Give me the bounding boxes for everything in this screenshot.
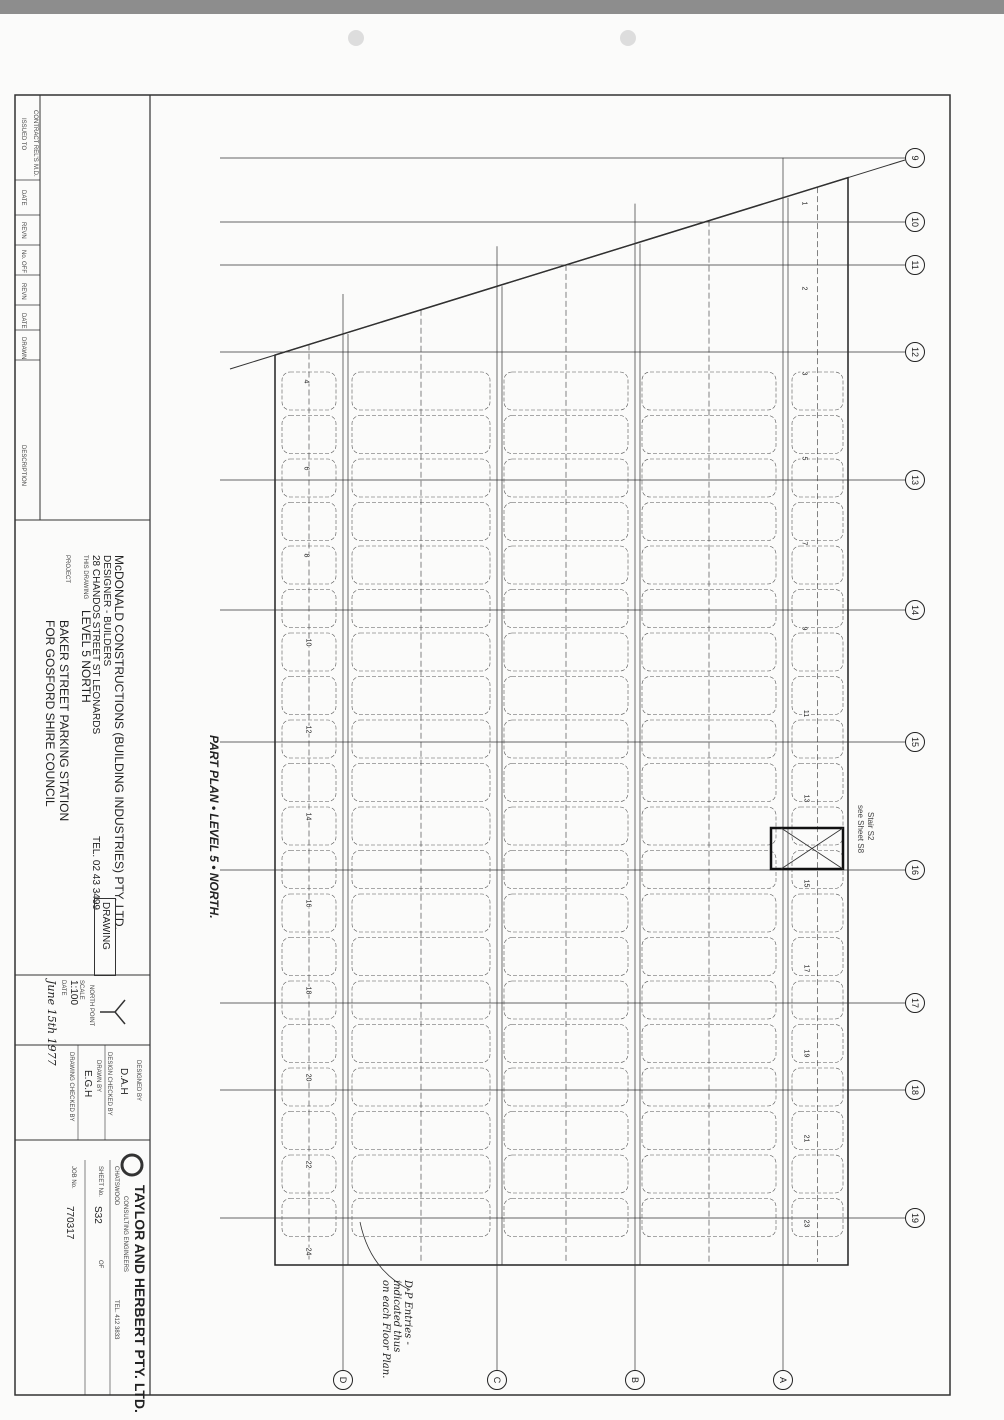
grid-row-marker-17: 17	[905, 993, 925, 1013]
grid-col-marker-B: B	[625, 1370, 645, 1390]
company-subtitle: DESIGNER - BUILDERS	[101, 555, 112, 667]
bay-number: 8	[302, 553, 310, 558]
company-address: 28 CHANDOS STREET ST LEONARDS	[90, 555, 101, 735]
bay-number: 16	[304, 899, 312, 908]
drawing-stamp	[94, 898, 116, 976]
engineer-tel: TEL. 412 3833	[113, 1300, 119, 1340]
bay-number: 6	[302, 466, 310, 471]
north-arrow-icon	[100, 1000, 125, 1024]
dp-note-3: on each Floor Plan.	[380, 1280, 391, 1379]
designed-by-label: DESIGNED BY	[135, 1060, 141, 1102]
bay-number: 24	[304, 1247, 312, 1256]
designed-by: D.A.H	[118, 1068, 129, 1095]
grid-row-marker-13: 13	[905, 470, 925, 490]
rev-header-description: DESCRIPTION	[20, 445, 26, 487]
bay-number: 23	[802, 1219, 810, 1228]
grid-row-marker-16: 16	[905, 860, 925, 880]
grid-row-marker-9: 9	[905, 148, 925, 168]
bay-number: 15	[802, 879, 810, 888]
dp-note-1: D-P Entries -	[402, 1280, 413, 1345]
grid-col-marker-D: D	[333, 1370, 353, 1390]
grid-col-marker-A: A	[773, 1370, 793, 1390]
grid-row-marker-14: 14	[905, 600, 925, 620]
scale-label: SCALE	[78, 980, 84, 1000]
bay-number: 14	[304, 812, 312, 821]
rev-header-no-off: No. OFF	[20, 250, 26, 274]
project-name: BAKER STREET PARKING STATION	[57, 620, 71, 822]
punch-hole	[348, 30, 364, 46]
bay-number: 4	[302, 379, 310, 384]
drawing-checked-label: DRAWING CHECKED BY	[68, 1052, 74, 1122]
plan-title: PART PLAN • LEVEL 5 • NORTH.	[207, 735, 221, 919]
grid-col-marker-C: C	[487, 1370, 507, 1390]
drawing-name: LEVEL 5 NORTH	[79, 610, 93, 703]
company-name: McDONALD CONSTRUCTIONS (BUILDING INDUSTRIES) PTY. LTD.	[112, 555, 126, 930]
engineer-name: TAYLOR AND HERBERT PTY. LTD.	[132, 1185, 148, 1413]
bay-number: 5	[800, 456, 808, 461]
sheet-label: SHEET No.	[97, 1166, 103, 1197]
grid-row-marker-19: 19	[905, 1208, 925, 1228]
stamp-text: DRAWING	[100, 902, 111, 950]
bay-number: 11	[802, 709, 810, 718]
sheet-of-label: OF	[97, 1260, 103, 1269]
rev-header-revn-2: REVN	[20, 283, 26, 300]
bay-number: 2	[800, 286, 808, 291]
bay-number: 21	[802, 1134, 810, 1143]
bay-number: 18	[304, 986, 312, 995]
drawn-by: E.G.H	[82, 1070, 93, 1098]
drawn-by-label: DRAWN BY	[95, 1060, 101, 1093]
north-point-label: NORTH POINT	[88, 985, 94, 1027]
date-label: DATE	[60, 980, 66, 996]
rev-header-revn: REVN	[20, 222, 26, 239]
bay-number: 1	[800, 201, 808, 206]
punch-hole	[620, 30, 636, 46]
rev-entry-by: M.D.	[32, 164, 38, 177]
bay-number: 7	[800, 541, 808, 546]
scale-value: 1:100	[68, 980, 79, 1006]
sheet-number: S32	[92, 1206, 103, 1224]
bay-number: 9	[800, 626, 808, 631]
grid-row-marker-18: 18	[905, 1080, 925, 1100]
bay-number: 12	[304, 725, 312, 734]
engineer-location: CHATSWOOD	[113, 1166, 119, 1206]
bay-number: 22	[304, 1160, 312, 1169]
design-checked-label: DESIGN CHECKED BY	[106, 1052, 112, 1116]
rev-header-date-2: DATE	[20, 313, 26, 329]
job-number: 770317	[64, 1206, 75, 1240]
rev-entry: CONTRACT REL'S	[32, 110, 38, 162]
project-label: PROJECT	[64, 555, 70, 584]
plan-outline	[275, 178, 848, 1265]
stair-note-2: see Sheet S8	[856, 805, 865, 854]
stair-note-1: Stair S2	[866, 812, 875, 841]
grid-row-marker-15: 15	[905, 732, 925, 752]
date-value: June 15th 1977	[45, 980, 58, 1066]
bay-number: 20	[304, 1073, 312, 1082]
bay-number: 13	[802, 794, 810, 803]
client-name: FOR GOSFORD SHIRE COUNCIL	[43, 620, 57, 807]
engineer-logo	[122, 1155, 142, 1175]
grid-row-marker-11: 11	[905, 255, 925, 275]
company-tel: TEL. 02 43 3499	[90, 836, 101, 910]
scan-edge	[0, 0, 1004, 14]
job-label: JOB No.	[70, 1166, 76, 1189]
diagonal-boundary	[230, 160, 905, 369]
bay-number: 17	[802, 964, 810, 973]
bay-number: 19	[802, 1049, 810, 1058]
bay-number: 3	[800, 371, 808, 376]
rev-header-date: DATE	[20, 190, 26, 206]
bay-number: 10	[304, 638, 312, 647]
engineer-subtitle: CONSULTING ENGINEERS	[122, 1196, 128, 1272]
grid-row-marker-12: 12	[905, 342, 925, 362]
rev-header-drawn: DRAWN	[20, 337, 26, 360]
rev-header-issued-to: ISSUED TO	[20, 118, 26, 151]
drawing-label: THIS DRAWING	[82, 555, 88, 600]
stair-s2	[771, 828, 843, 869]
grid-row-marker-10: 10	[905, 212, 925, 232]
dp-note-2: indicated thus	[391, 1280, 402, 1353]
